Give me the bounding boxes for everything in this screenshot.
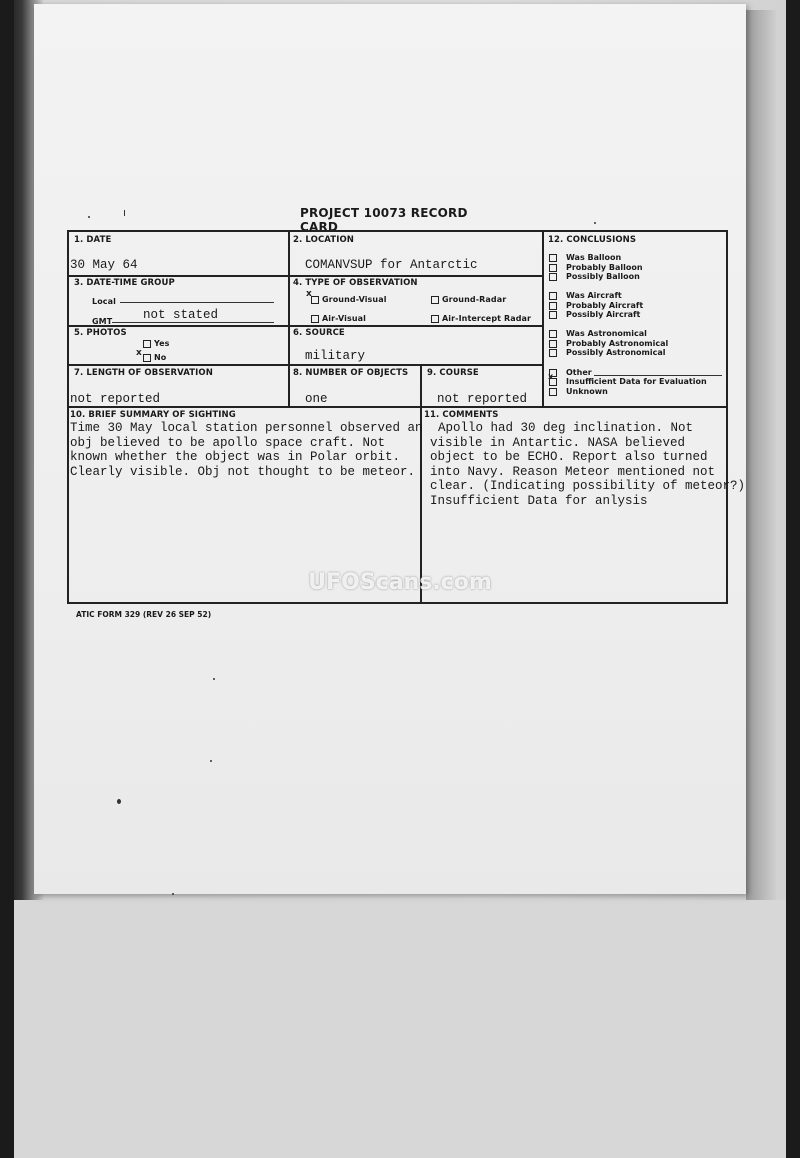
scan-speck (88, 216, 90, 218)
photos-no-checkbox (143, 354, 151, 362)
air-visual-checkbox (311, 315, 319, 323)
scan-speck (172, 893, 174, 895)
comments-label: 11. COMMENTS (424, 410, 499, 420)
scan-speck (210, 760, 212, 762)
conclusion-unknown: Unknown (566, 387, 608, 396)
conclusion-probably-aircraft: Probably Aircraft (566, 301, 644, 310)
source-label: 6. SOURCE (293, 328, 345, 338)
scan-speck (124, 210, 125, 216)
checked-mark-icon: x (548, 372, 554, 381)
conclusion-was-balloon: Was Balloon (566, 253, 622, 262)
date-label: 1. DATE (74, 235, 112, 245)
source-value: military (305, 349, 366, 363)
conclusion-insufficient-data: Insufficient Data for Evaluation (566, 377, 707, 386)
summary-text (70, 421, 423, 479)
location-value: COMANVSUP for Antarctic (305, 258, 478, 272)
air-intercept-radar-checkbox (431, 315, 439, 323)
comments-line: visible in Antartic. NASA believed (430, 435, 686, 450)
ground-visual-label: Ground-Visual (322, 295, 387, 304)
photos-no-label: No (154, 353, 167, 362)
conclusion-was-astronomical: Was Astronomical (566, 329, 647, 338)
summary-line: Clearly visible. Obj not thought to be meteor. (70, 464, 416, 479)
gmt-label: GMT (92, 317, 113, 326)
gmt-value: not stated (143, 308, 219, 322)
conclusion-probably-astronomical: Probably Astronomical (566, 339, 669, 348)
conclusion-checkbox (549, 254, 557, 262)
gmt-underline (112, 322, 274, 323)
summary-line: obj believed to be apollo space craft. Not (70, 435, 386, 450)
photos-yes-checkbox (143, 340, 151, 348)
ground-radar-label: Ground-Radar (442, 295, 507, 304)
local-underline (120, 302, 274, 303)
scan-speck (213, 678, 215, 680)
divider (542, 230, 544, 406)
comments-line: Insufficient Data for anlysis (430, 493, 648, 508)
conclusion-possibly-balloon: Possibly Balloon (566, 272, 640, 281)
comments-line: into Navy. Reason Meteor mentioned not (430, 464, 716, 479)
location-label: 2. LOCATION (293, 235, 354, 245)
number-of-objects-label: 8. NUMBER OF OBJECTS (293, 368, 409, 378)
summary-line: known whether the object was in Polar orbit. (70, 450, 401, 464)
type-of-observation-label: 4. TYPE OF OBSERVATION (293, 278, 418, 288)
divider (67, 275, 543, 277)
length-of-observation-value: not reported (70, 392, 161, 406)
conclusion-checkbox (549, 330, 557, 338)
watermark: UFOScans.com (308, 570, 492, 595)
lower-sheet (14, 900, 786, 1158)
checked-mark-icon: x (306, 289, 312, 299)
course-value: not reported (437, 392, 528, 406)
conclusion-checkbox (549, 311, 557, 319)
air-visual-label: Air-Visual (322, 314, 367, 323)
number-of-objects-value: one (305, 392, 328, 406)
divider (67, 364, 543, 366)
scan-speck (117, 799, 121, 804)
scan-speck (594, 222, 596, 224)
conclusion-checkbox (549, 264, 557, 272)
photos-label: 5. PHOTOS (74, 328, 127, 338)
other-underline (594, 375, 722, 376)
conclusion-possibly-aircraft: Possibly Aircraft (566, 310, 641, 319)
page-edge-shadow (746, 10, 776, 910)
course-label: 9. COURSE (427, 368, 479, 378)
divider (67, 325, 543, 327)
form-number: ATIC FORM 329 (REV 26 SEP 52) (76, 610, 212, 619)
divider (67, 406, 728, 408)
comments-line: Apollo had 30 deg inclination. Not (438, 421, 694, 435)
conclusion-checkbox (549, 273, 557, 281)
summary-line: Time 30 May local station personnel observed an (70, 421, 423, 435)
ground-radar-checkbox (431, 296, 439, 304)
conclusion-probably-balloon: Probably Balloon (566, 263, 643, 272)
divider (420, 364, 422, 604)
ground-visual-checkbox (311, 296, 319, 304)
conclusion-checkbox (549, 340, 557, 348)
conclusion-was-aircraft: Was Aircraft (566, 291, 622, 300)
date-time-group-label: 3. DATE-TIME GROUP (74, 278, 175, 288)
comments-line: clear. (Indicating possibility of meteor?) (430, 479, 746, 493)
divider (288, 230, 290, 406)
conclusion-checkbox (549, 388, 557, 396)
local-label: Local (92, 297, 116, 306)
comments-line: object to be ECHO. Report also turned (430, 450, 708, 464)
conclusion-checkbox (549, 349, 557, 357)
conclusion-other: Other (566, 368, 592, 377)
conclusion-checkbox (549, 302, 557, 310)
length-of-observation-label: 7. LENGTH OF OBSERVATION (74, 368, 213, 378)
conclusions-label: 12. CONCLUSIONS (548, 235, 637, 245)
checked-mark-icon: x (136, 348, 142, 358)
photos-yes-label: Yes (154, 339, 170, 348)
air-intercept-radar-label: Air-Intercept Radar (442, 314, 532, 323)
date-value: 30 May 64 (70, 258, 138, 272)
comments-text (430, 421, 745, 508)
conclusion-possibly-astronomical: Possibly Astronomical (566, 348, 666, 357)
card-title: PROJECT 10073 RECORD CARD (300, 206, 468, 234)
conclusion-checkbox (549, 292, 557, 300)
summary-label: 10. BRIEF SUMMARY OF SIGHTING (70, 410, 236, 420)
